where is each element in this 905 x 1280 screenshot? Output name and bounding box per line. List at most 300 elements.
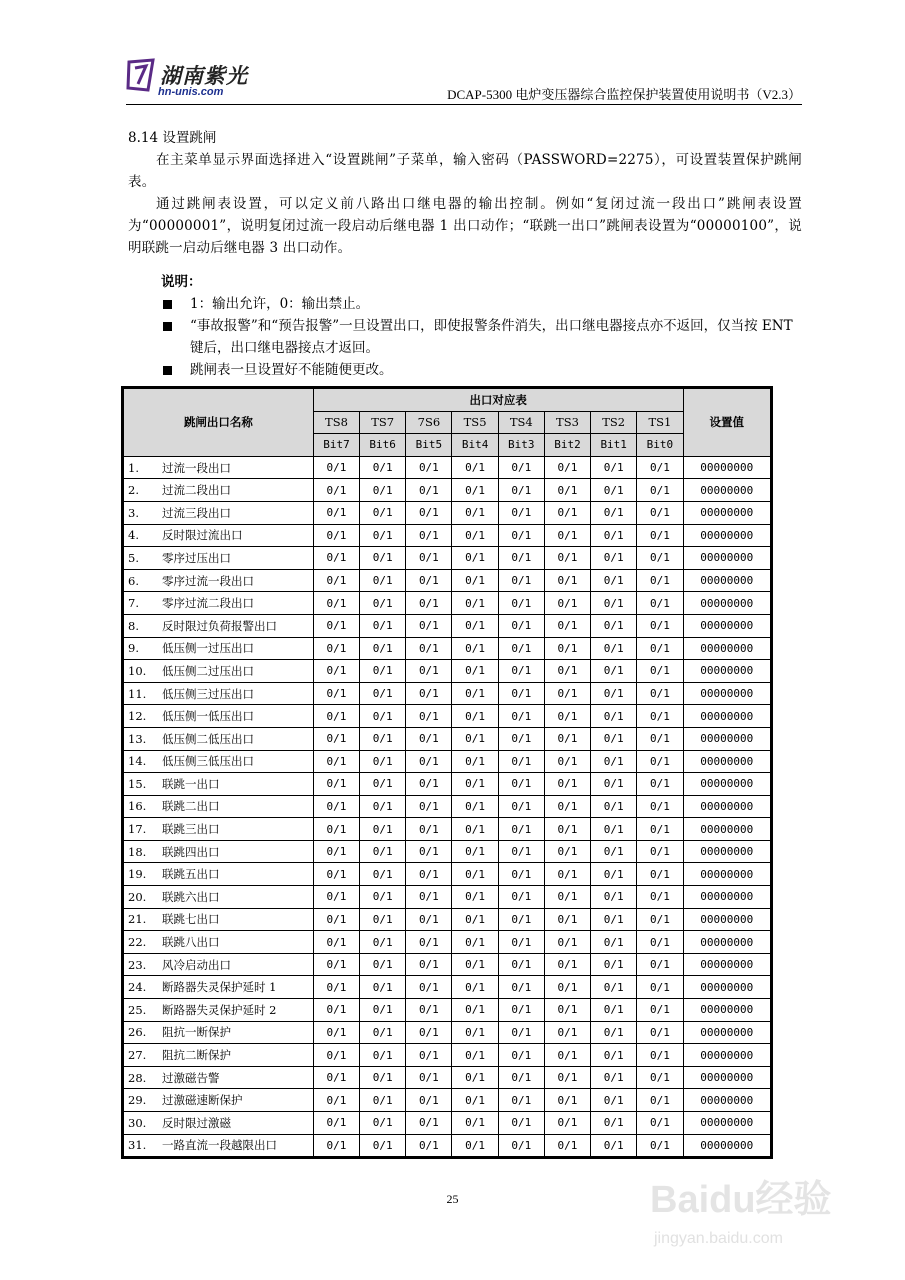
row-number: 14.	[128, 754, 147, 769]
bit-cell: 0/1	[313, 976, 359, 999]
bit-cell: 0/1	[591, 727, 637, 750]
bullet-square-icon	[163, 300, 172, 309]
bit-cell: 0/1	[637, 886, 683, 909]
trip-name: 联跳八出口	[162, 935, 220, 950]
header-ts: TS8	[313, 411, 359, 434]
bit-cell: 0/1	[313, 569, 359, 592]
bit-cell: 0/1	[498, 750, 544, 773]
row-number: 9.	[128, 641, 139, 656]
bit-cell: 0/1	[406, 1112, 452, 1135]
table-row	[124, 1044, 771, 1067]
trip-name: 联跳一出口	[162, 776, 220, 791]
table-row	[124, 637, 771, 660]
bit-cell: 0/1	[406, 479, 452, 502]
bit-cell: 0/1	[591, 863, 637, 886]
trip-table	[121, 386, 773, 1159]
trip-name-cell	[124, 569, 314, 592]
setting-value-cell: 00000000	[683, 1044, 771, 1067]
bit-cell: 0/1	[452, 547, 498, 570]
setting-value-cell: 00000000	[683, 592, 771, 615]
bit-cell: 0/1	[637, 456, 683, 479]
bit-cell: 0/1	[360, 547, 406, 570]
row-number: 18.	[128, 844, 147, 859]
header-ts: TS2	[591, 411, 637, 434]
bit-cell: 0/1	[313, 931, 359, 954]
bit-cell: 0/1	[544, 547, 590, 570]
bit-cell: 0/1	[544, 569, 590, 592]
bit-cell: 0/1	[498, 931, 544, 954]
section-title: 8.14 设置跳闸	[128, 130, 217, 146]
bit-cell: 0/1	[544, 863, 590, 886]
bit-cell: 0/1	[406, 886, 452, 909]
bit-cell: 0/1	[498, 863, 544, 886]
bit-cell: 0/1	[452, 795, 498, 818]
bit-cell: 0/1	[313, 818, 359, 841]
bit-cell: 0/1	[498, 886, 544, 909]
table-row	[124, 795, 771, 818]
header-ts: TS5	[452, 411, 498, 434]
bit-cell: 0/1	[406, 795, 452, 818]
bit-cell: 0/1	[637, 999, 683, 1022]
bit-cell: 0/1	[360, 953, 406, 976]
header-ts: 7S6	[406, 411, 452, 434]
bit-cell: 0/1	[591, 479, 637, 502]
trip-name: 风冷启动出口	[162, 957, 231, 972]
page-content	[128, 127, 802, 381]
bit-cell: 0/1	[313, 1112, 359, 1135]
header-ts: TS1	[637, 411, 683, 434]
setting-value-cell: 00000000	[683, 1021, 771, 1044]
bit-cell: 0/1	[406, 524, 452, 547]
bit-cell: 0/1	[544, 818, 590, 841]
bit-cell: 0/1	[406, 976, 452, 999]
bit-cell: 0/1	[591, 818, 637, 841]
trip-name-cell	[124, 886, 314, 909]
bit-cell: 0/1	[544, 750, 590, 773]
header-bit: Bit3	[498, 434, 544, 457]
bit-cell: 0/1	[313, 524, 359, 547]
trip-name: 反时限过流出口	[162, 528, 243, 543]
bit-cell: 0/1	[360, 524, 406, 547]
bit-cell: 0/1	[544, 999, 590, 1022]
bit-cell: 0/1	[498, 840, 544, 863]
bit-cell: 0/1	[544, 1112, 590, 1135]
bit-cell: 0/1	[406, 908, 452, 931]
trip-name-cell	[124, 931, 314, 954]
bit-cell: 0/1	[637, 773, 683, 796]
bit-cell: 0/1	[452, 501, 498, 524]
bit-cell: 0/1	[313, 863, 359, 886]
bit-cell: 0/1	[591, 1021, 637, 1044]
trip-name: 联跳四出口	[162, 844, 220, 859]
bit-cell: 0/1	[360, 637, 406, 660]
bit-cell: 0/1	[360, 773, 406, 796]
table-row	[124, 750, 771, 773]
bit-cell: 0/1	[544, 501, 590, 524]
bit-cell: 0/1	[544, 456, 590, 479]
bit-cell: 0/1	[313, 999, 359, 1022]
bit-cell: 0/1	[313, 682, 359, 705]
bit-cell: 0/1	[637, 1134, 683, 1157]
bit-cell: 0/1	[544, 773, 590, 796]
row-number: 22.	[128, 935, 147, 950]
bit-cell: 0/1	[544, 1134, 590, 1157]
row-number: 29.	[128, 1093, 147, 1108]
row-number: 10.	[128, 663, 147, 678]
table-row	[124, 569, 771, 592]
header-bit: Bit6	[360, 434, 406, 457]
bit-cell: 0/1	[406, 863, 452, 886]
setting-value-cell: 00000000	[683, 682, 771, 705]
bit-cell: 0/1	[360, 1089, 406, 1112]
bit-cell: 0/1	[452, 1021, 498, 1044]
setting-value-cell: 00000000	[683, 456, 771, 479]
table-row	[124, 614, 771, 637]
bit-cell: 0/1	[452, 773, 498, 796]
trip-name: 过流一段出口	[162, 460, 231, 475]
header-ts: TS7	[360, 411, 406, 434]
bit-cell: 0/1	[406, 1134, 452, 1157]
bit-cell: 0/1	[544, 953, 590, 976]
bit-cell: 0/1	[360, 1021, 406, 1044]
bit-cell: 0/1	[637, 1021, 683, 1044]
trip-name-cell	[124, 953, 314, 976]
bit-cell: 0/1	[360, 840, 406, 863]
trip-name-cell	[124, 1134, 314, 1157]
table-header-row	[124, 389, 771, 412]
bit-cell: 0/1	[591, 953, 637, 976]
bit-cell: 0/1	[637, 592, 683, 615]
trip-name: 阻抗二断保护	[162, 1048, 231, 1063]
row-number: 27.	[128, 1048, 147, 1063]
bit-cell: 0/1	[544, 976, 590, 999]
table-row	[124, 524, 771, 547]
bit-cell: 0/1	[498, 592, 544, 615]
trip-name-cell	[124, 999, 314, 1022]
bit-cell: 0/1	[498, 727, 544, 750]
trip-name-cell	[124, 1066, 314, 1089]
trip-name: 低压侧三过压出口	[162, 686, 254, 701]
bit-cell: 0/1	[637, 795, 683, 818]
bit-cell: 0/1	[452, 818, 498, 841]
bit-cell: 0/1	[452, 1089, 498, 1112]
bit-cell: 0/1	[360, 501, 406, 524]
bit-cell: 0/1	[498, 976, 544, 999]
note-text: 跳闸表一旦设置好不能随便更改。	[190, 362, 393, 378]
bit-cell: 0/1	[360, 660, 406, 683]
bit-cell: 0/1	[452, 908, 498, 931]
table-row	[124, 1066, 771, 1089]
bit-cell: 0/1	[313, 479, 359, 502]
bit-cell: 0/1	[313, 773, 359, 796]
bit-cell: 0/1	[498, 953, 544, 976]
bit-cell: 0/1	[313, 795, 359, 818]
header-bit: Bit7	[313, 434, 359, 457]
bit-cell: 0/1	[452, 863, 498, 886]
bit-cell: 0/1	[452, 727, 498, 750]
bit-cell: 0/1	[406, 727, 452, 750]
trip-name: 过流二段出口	[162, 483, 231, 498]
note-text: “事故报警”和“预告报警”一旦设置出口，即使报警条件消失，出口继电器接点亦不返回，仅当按 ENT 键后，出口继电器接点才返回。	[190, 318, 793, 356]
bit-cell: 0/1	[360, 1134, 406, 1157]
bit-cell: 0/1	[313, 1089, 359, 1112]
trip-name-cell	[124, 840, 314, 863]
trip-name-cell	[124, 547, 314, 570]
bit-cell: 0/1	[591, 750, 637, 773]
table-row	[124, 886, 771, 909]
trip-name-cell	[124, 637, 314, 660]
bit-cell: 0/1	[360, 614, 406, 637]
row-number: 25.	[128, 1002, 147, 1017]
bit-cell: 0/1	[544, 637, 590, 660]
trip-name: 低压侧一低压出口	[162, 709, 254, 724]
row-number: 30.	[128, 1115, 147, 1130]
bit-cell: 0/1	[544, 840, 590, 863]
header-bit: Bit5	[406, 434, 452, 457]
bit-cell: 0/1	[360, 727, 406, 750]
bit-cell: 0/1	[498, 1112, 544, 1135]
table-row	[124, 660, 771, 683]
header-ts: TS4	[498, 411, 544, 434]
trip-name-cell	[124, 682, 314, 705]
bit-cell: 0/1	[452, 999, 498, 1022]
bit-cell: 0/1	[406, 660, 452, 683]
row-number: 16.	[128, 799, 147, 814]
bit-cell: 0/1	[637, 931, 683, 954]
bit-cell: 0/1	[591, 637, 637, 660]
row-number: 11.	[128, 686, 147, 701]
bit-cell: 0/1	[406, 999, 452, 1022]
bit-cell: 0/1	[406, 1044, 452, 1067]
bit-cell: 0/1	[591, 1112, 637, 1135]
setting-value-cell: 00000000	[683, 908, 771, 931]
table-row	[124, 953, 771, 976]
bit-cell: 0/1	[498, 795, 544, 818]
table-row	[124, 976, 771, 999]
bit-cell: 0/1	[452, 479, 498, 502]
setting-value-cell: 00000000	[683, 705, 771, 728]
bit-cell: 0/1	[452, 1044, 498, 1067]
bit-cell: 0/1	[406, 569, 452, 592]
bit-cell: 0/1	[360, 592, 406, 615]
bit-cell: 0/1	[360, 818, 406, 841]
trip-name: 联跳七出口	[162, 912, 220, 927]
setting-value-cell: 00000000	[683, 795, 771, 818]
bit-cell: 0/1	[591, 1134, 637, 1157]
bit-cell: 0/1	[360, 999, 406, 1022]
setting-value-cell: 00000000	[683, 1066, 771, 1089]
bit-cell: 0/1	[637, 840, 683, 863]
bit-cell: 0/1	[406, 1021, 452, 1044]
bit-cell: 0/1	[591, 908, 637, 931]
setting-value-cell: 00000000	[683, 637, 771, 660]
bit-cell: 0/1	[406, 750, 452, 773]
bit-cell: 0/1	[360, 750, 406, 773]
trip-name-cell	[124, 773, 314, 796]
bit-cell: 0/1	[637, 863, 683, 886]
bit-cell: 0/1	[406, 501, 452, 524]
bit-cell: 0/1	[544, 1066, 590, 1089]
bit-cell: 0/1	[544, 1044, 590, 1067]
bit-cell: 0/1	[313, 840, 359, 863]
bit-cell: 0/1	[313, 705, 359, 728]
note-text: 1：输出允许，0：输出禁止。	[190, 296, 370, 312]
trip-name-cell	[124, 1021, 314, 1044]
bit-cell: 0/1	[498, 547, 544, 570]
bit-cell: 0/1	[452, 976, 498, 999]
trip-name-cell	[124, 1044, 314, 1067]
bit-cell: 0/1	[498, 1066, 544, 1089]
document-title: DCAP-5300 电炉变压器综合监控保护装置使用说明书（V2.3）	[447, 87, 801, 102]
note-item	[163, 359, 802, 381]
trip-name-cell	[124, 456, 314, 479]
bit-cell: 0/1	[498, 501, 544, 524]
bit-cell: 0/1	[637, 479, 683, 502]
setting-value-cell: 00000000	[683, 660, 771, 683]
bit-cell: 0/1	[637, 818, 683, 841]
bit-cell: 0/1	[452, 682, 498, 705]
bit-cell: 0/1	[406, 547, 452, 570]
bit-cell: 0/1	[498, 999, 544, 1022]
bit-cell: 0/1	[637, 727, 683, 750]
bit-cell: 0/1	[360, 795, 406, 818]
logo-name: 湖南紫光	[160, 64, 248, 88]
bit-cell: 0/1	[591, 501, 637, 524]
bit-cell: 0/1	[360, 1044, 406, 1067]
trip-name: 零序过流一段出口	[162, 573, 254, 588]
setting-value-cell: 00000000	[683, 999, 771, 1022]
bit-cell: 0/1	[452, 931, 498, 954]
bit-cell: 0/1	[591, 456, 637, 479]
bit-cell: 0/1	[591, 569, 637, 592]
setting-value-cell: 00000000	[683, 773, 771, 796]
bit-cell: 0/1	[452, 1066, 498, 1089]
table-row	[124, 547, 771, 570]
bit-cell: 0/1	[452, 1112, 498, 1135]
trip-name: 阻抗一断保护	[162, 1025, 231, 1040]
bit-cell: 0/1	[637, 547, 683, 570]
table-row	[124, 840, 771, 863]
row-number: 19.	[128, 867, 147, 882]
row-number: 28.	[128, 1070, 147, 1085]
bit-cell: 0/1	[544, 908, 590, 931]
row-number: 26.	[128, 1025, 147, 1040]
bit-cell: 0/1	[498, 1044, 544, 1067]
table-row	[124, 479, 771, 502]
bit-cell: 0/1	[498, 1134, 544, 1157]
bit-cell: 0/1	[637, 705, 683, 728]
company-logo	[126, 58, 256, 104]
trip-name: 低压侧二过压出口	[162, 663, 254, 678]
bit-cell: 0/1	[637, 524, 683, 547]
row-number: 23.	[128, 957, 147, 972]
bit-cell: 0/1	[591, 773, 637, 796]
bit-cell: 0/1	[360, 456, 406, 479]
bit-cell: 0/1	[591, 547, 637, 570]
table-row	[124, 773, 771, 796]
row-number: 20.	[128, 889, 147, 904]
bit-cell: 0/1	[313, 660, 359, 683]
bit-cell: 0/1	[544, 660, 590, 683]
bit-cell: 0/1	[591, 682, 637, 705]
header-divider	[126, 104, 802, 105]
bit-cell: 0/1	[544, 1089, 590, 1112]
table-row	[124, 456, 771, 479]
table-row	[124, 908, 771, 931]
bit-cell: 0/1	[313, 750, 359, 773]
bit-cell: 0/1	[498, 569, 544, 592]
bit-cell: 0/1	[498, 818, 544, 841]
bit-cell: 0/1	[452, 953, 498, 976]
header-bit: Bit1	[591, 434, 637, 457]
bit-cell: 0/1	[452, 524, 498, 547]
bit-cell: 0/1	[591, 840, 637, 863]
trip-name: 零序过压出口	[162, 550, 231, 565]
table-row	[124, 999, 771, 1022]
bit-cell: 0/1	[406, 773, 452, 796]
bullet-square-icon	[163, 366, 172, 375]
bit-cell: 0/1	[498, 637, 544, 660]
trip-name: 断路器失灵保护延时 2	[162, 1002, 277, 1017]
trip-name: 联跳二出口	[162, 799, 220, 814]
bit-cell: 0/1	[591, 1044, 637, 1067]
trip-name: 一路直流一段越限出口	[162, 1138, 277, 1153]
bit-cell: 0/1	[544, 795, 590, 818]
trip-name-cell	[124, 614, 314, 637]
trip-name: 过激磁告警	[162, 1070, 220, 1085]
bit-cell: 0/1	[313, 953, 359, 976]
bit-cell: 0/1	[313, 908, 359, 931]
bit-cell: 0/1	[360, 705, 406, 728]
bit-cell: 0/1	[498, 705, 544, 728]
row-number: 17.	[128, 822, 147, 837]
trip-name-cell	[124, 524, 314, 547]
bit-cell: 0/1	[498, 524, 544, 547]
setting-value-cell: 00000000	[683, 614, 771, 637]
row-number: 2.	[128, 483, 139, 498]
bit-cell: 0/1	[544, 524, 590, 547]
bullet-square-icon	[163, 322, 172, 331]
bit-cell: 0/1	[452, 840, 498, 863]
bit-cell: 0/1	[498, 456, 544, 479]
bit-cell: 0/1	[498, 1089, 544, 1112]
bit-cell: 0/1	[544, 682, 590, 705]
bit-cell: 0/1	[591, 705, 637, 728]
trip-name: 过流三段出口	[162, 505, 231, 520]
bit-cell: 0/1	[452, 660, 498, 683]
setting-value-cell: 00000000	[683, 569, 771, 592]
bit-cell: 0/1	[406, 682, 452, 705]
bit-cell: 0/1	[313, 614, 359, 637]
setting-value-cell: 00000000	[683, 479, 771, 502]
bit-cell: 0/1	[313, 727, 359, 750]
trip-name: 反时限过激磁	[162, 1115, 231, 1130]
logo-url: hn-unis.com	[158, 86, 224, 98]
setting-value-cell: 00000000	[683, 931, 771, 954]
trip-name-cell	[124, 863, 314, 886]
trip-name: 反时限过负荷报警出口	[162, 618, 277, 633]
bit-cell: 0/1	[360, 886, 406, 909]
bit-cell: 0/1	[637, 1066, 683, 1089]
trip-name-cell	[124, 795, 314, 818]
trip-name: 低压侧三低压出口	[162, 754, 254, 769]
table-row	[124, 863, 771, 886]
row-number: 5.	[128, 550, 139, 565]
table-row	[124, 1112, 771, 1135]
bit-cell: 0/1	[637, 976, 683, 999]
bit-cell: 0/1	[591, 795, 637, 818]
setting-value-cell: 00000000	[683, 524, 771, 547]
